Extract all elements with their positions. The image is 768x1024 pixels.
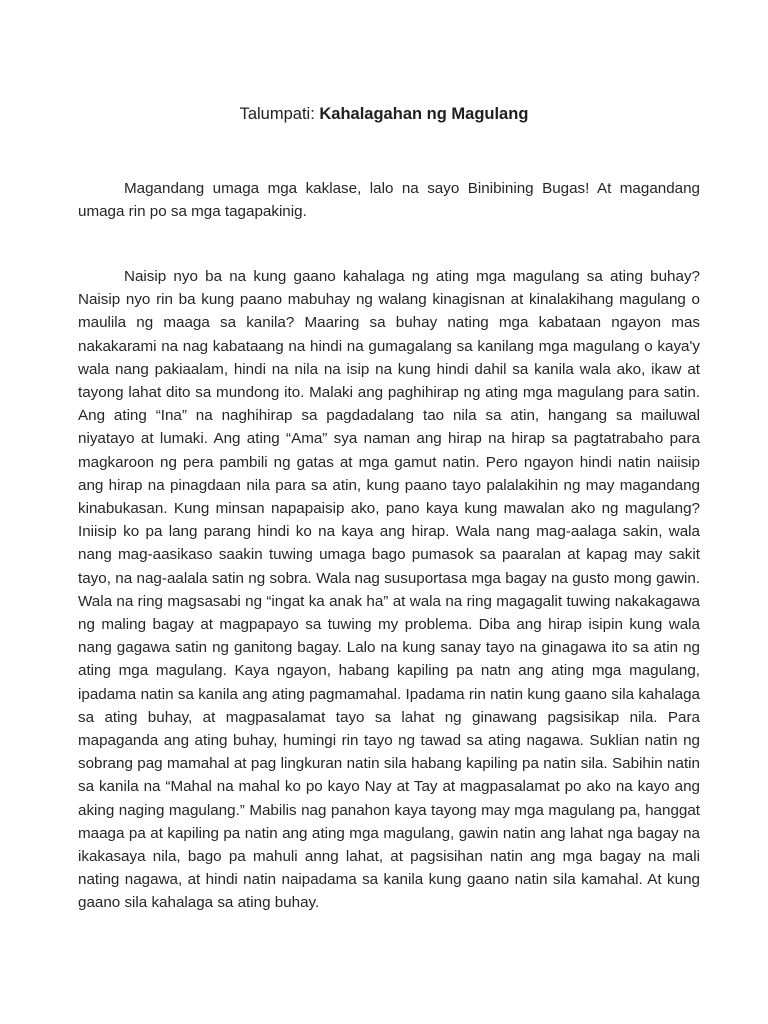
title-main: Kahalagahan ng Magulang [319,105,529,123]
paragraph-greeting: Magandang umaga mga kaklase, lalo na sayo Binibining Bugas! At magandang umaga rin po sa mga tagapakinig. [78,180,700,221]
title-prefix: Talumpati: [239,105,315,123]
document-title [0,103,768,125]
paragraph-body: Naisip nyo ba na kung gaano kahalaga ng ating mga magulang sa ating buhay? Naisip nyo rin ba kung paano mabuhay ng walang kinagisnan at kinalakihang magulang o maulila ng maaga sa kanila? Maaring sa buhay nating mga kabataan ngayon mas nakakarami na nag kabataang na hindi na gumagalang sa kanilang mga magulang o kaya'y wala nang pakiaalam, hindi na nila na isip na kung hindi dahil sa kanila wala ako, ikaw at tayong lahat dito sa mundong ito. Malaki ang paghihirap ng ating mga magulang para satin. Ang ating “Ina” na naghihirap sa pagdadalang tao nila sa atin, hangang sa mailuwal niyatayo at lumaki. Ang ating “Ama” sya naman ang hirap na hirap sa pagtatrabaho para magkaroon ng pera pambili ng gatas at mga gamut natin. Pero ngayon hindi natin naiisip ang hirap na pinagdaan nila para sa atin, kung paano tayo palalakihin ng may magandang kinabukasan. Kung minsan napapaisip ako, pano kaya kung mawalan ako ng magulang? Iniisip ko pa lang parang hindi ko na kaya ang hirap. Wala nang mag-aalaga sakin, wala nang mag-aasikaso saakin tuwing umaga bago pumasok sa paaralan at kapag may sakit tayo, na nag-aalala satin ng sobra. Wala nag susuportasa mga bagay na gusto mong gawin. Wala na ring magsasabi ng “ingat ka anak ha” at wala na ring magagalit tuwing nakakagawa ng maling bagay at magpapayo sa tuwing my problema. Diba ang hirap isipin kung wala nang gagawa satin ng ganitong bagay. Lalo na kung sanay tayo na ginagawa ito sa atin ng ating mga magulang. Kaya ngayon, habang kapiling pa natn ang ating mga magulang, ipadama natin sa kanila ang ating pagmamahal. Ipadama rin natin kung gaano sila kahalaga sa ating buhay, at magpasalamat tayo sa lahat ng ginawang pagsisikap nila. Para mapaganda ang ating buhay, humingi rin tayo ng tawad sa ating nagawa. Suklian natin ng sobrang pag mamahal at pag lingkuran natin sila habang kapiling pa natin sila. Sabihin natin sa kanila na “Mahal na mahal ko po kayo Nay at Tay at magpasalamat po ako na kayo ang aking naging magulang.” Mabilis nag panahon kaya tayong may mga magulang pa, hanggat maaga pa at kapiling pa natin ang ating mga magulang, gawin natin ang lahat nga bagay na ikakasaya nila, bago pa mahuli anng lahat, at pagsisihan natin ang mga bagay na mali nating nagawa, at hindi natin naipadama sa kanila kung gaano natin sila kamahal. At kung gaano sila kahalaga sa ating buhay. [78,268,700,912]
